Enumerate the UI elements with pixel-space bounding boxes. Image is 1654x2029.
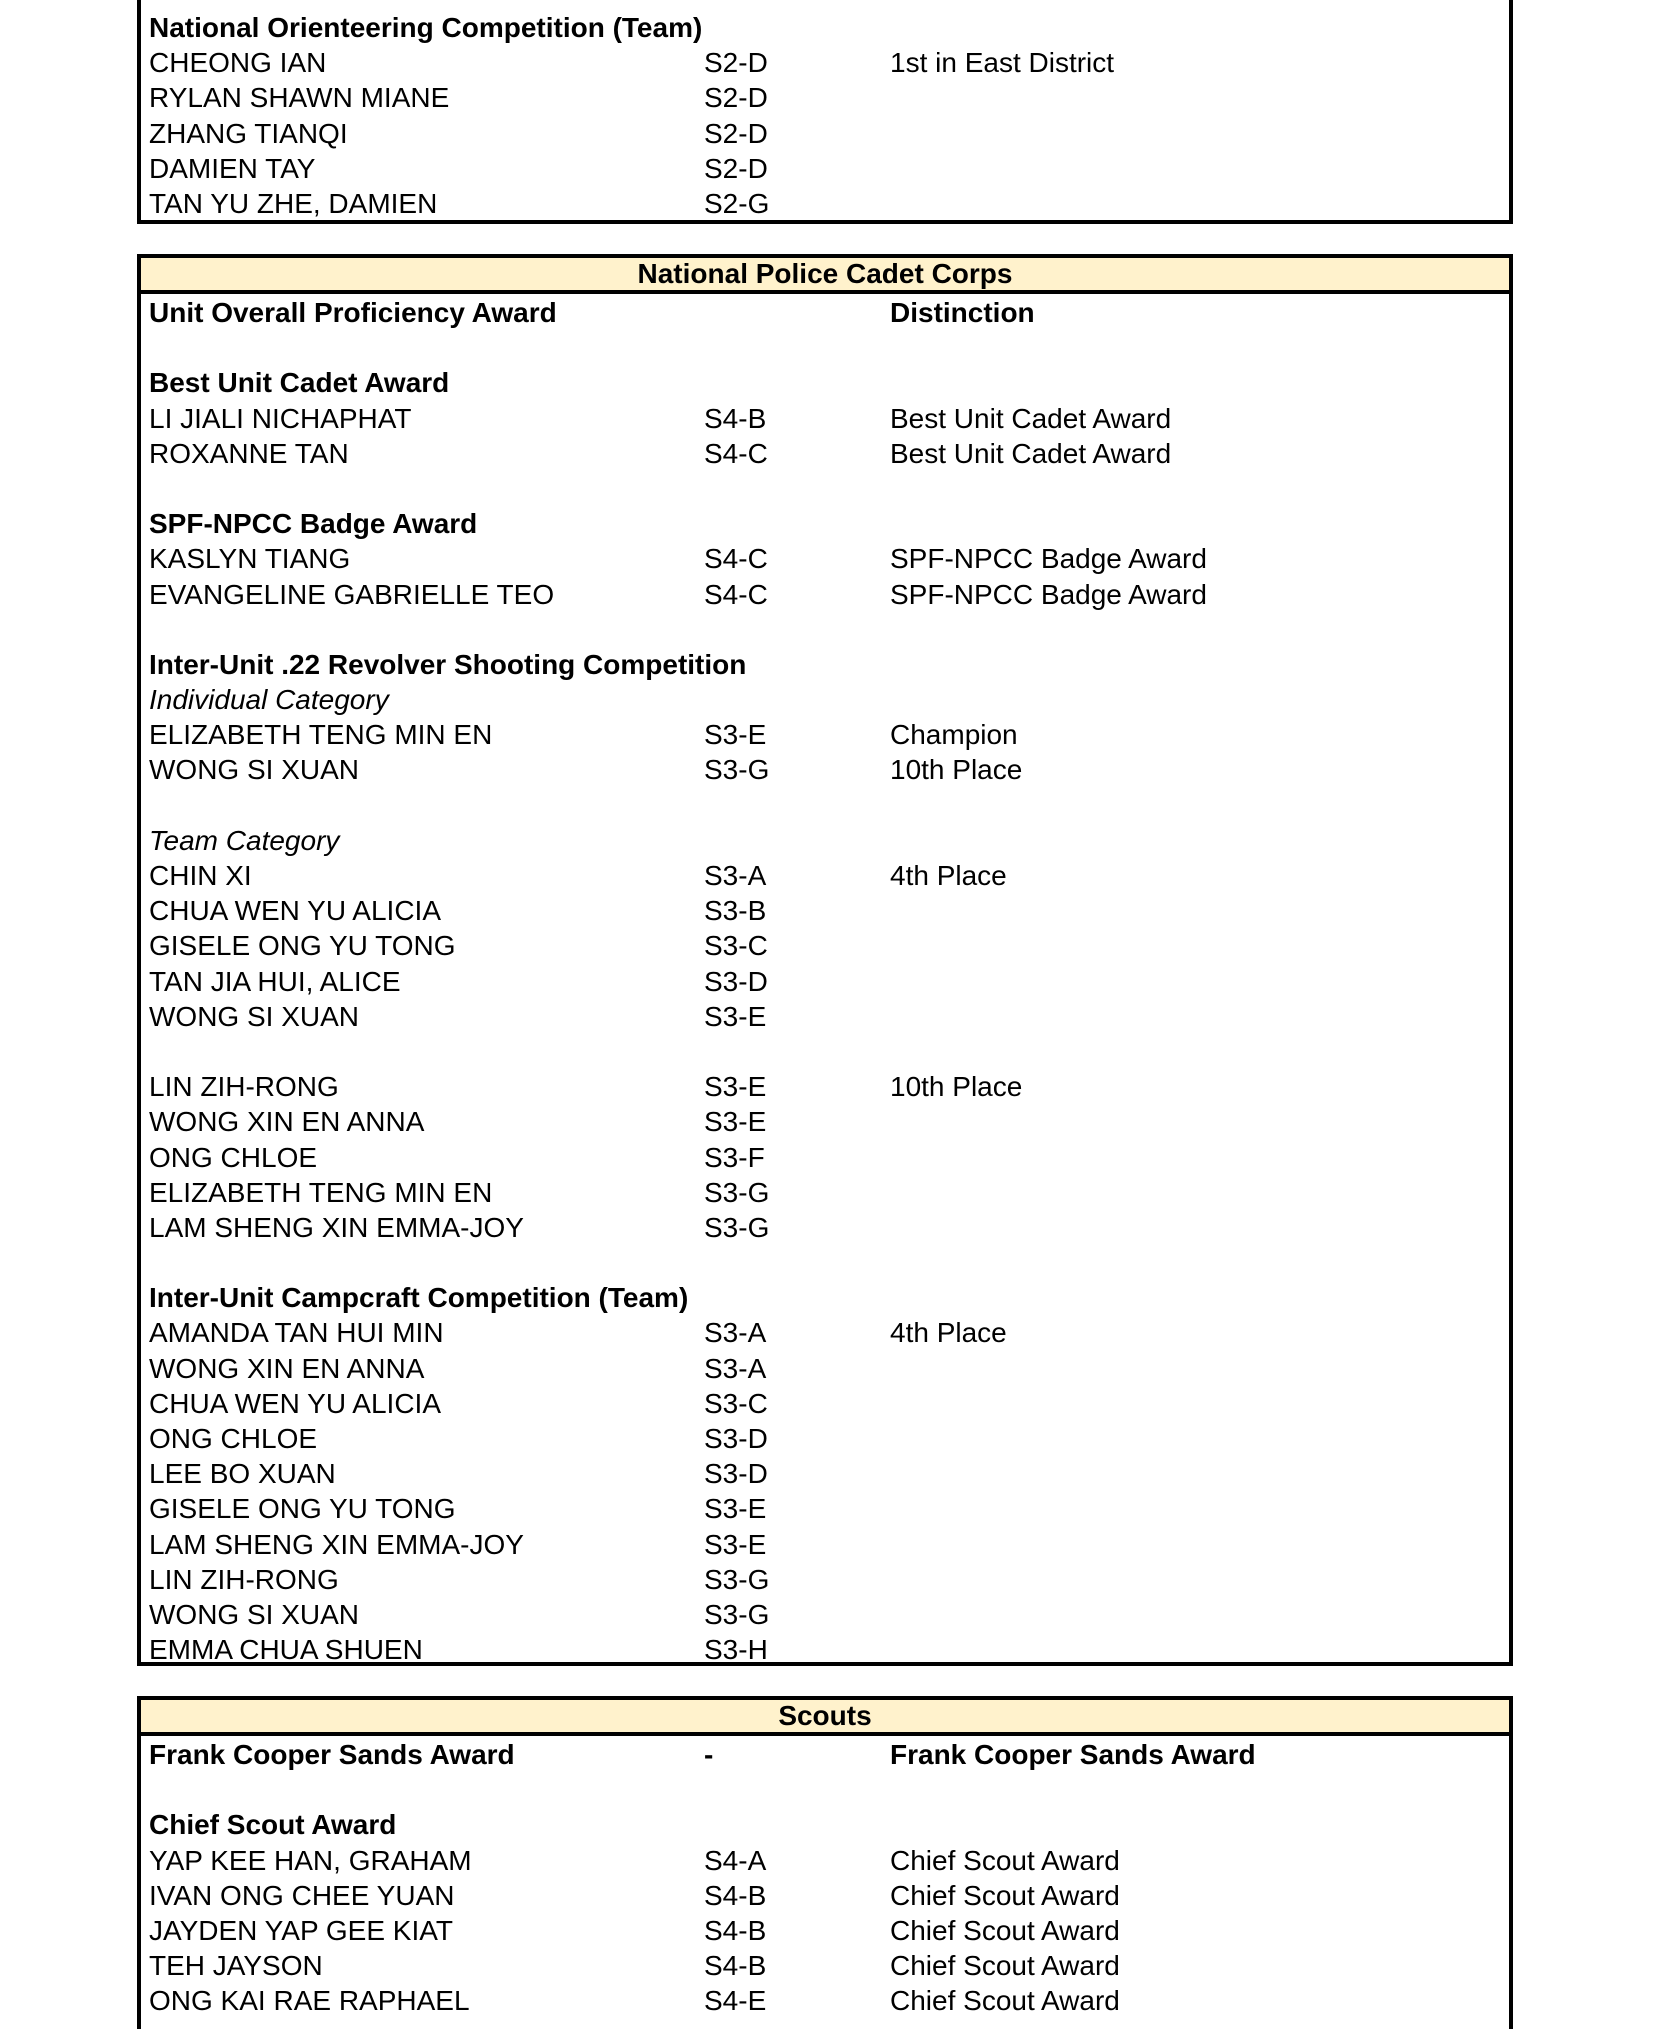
class-code: S3-F — [704, 1141, 765, 1173]
award-row — [149, 928, 1509, 963]
award-row — [149, 752, 1509, 787]
award-row — [149, 1948, 1509, 1983]
class-code: S2-D — [704, 82, 768, 114]
npcc-header: National Police Cadet Corps — [141, 258, 1509, 294]
student-name: CHUA WEN YU ALICIA — [149, 895, 442, 927]
award-row — [149, 1210, 1509, 1245]
award-row — [149, 1843, 1509, 1878]
award-row — [149, 1632, 1509, 1667]
award-result: Chief Scout Award — [890, 1879, 1120, 1911]
class-code: S4-E — [704, 1985, 767, 2017]
class-code: S2-D — [704, 152, 768, 184]
class-code: S3-E — [704, 719, 767, 751]
award-row — [149, 116, 1509, 151]
student-name: EMMA CHUA SHUEN — [149, 1634, 423, 1666]
student-name: CHEONG IAN — [149, 47, 327, 79]
award-heading-row — [149, 1807, 1509, 1842]
student-name: Team Category — [149, 824, 340, 856]
student-name: YAP KEE HAN, GRAHAM — [149, 1844, 472, 1876]
award-row — [149, 1913, 1509, 1948]
spacer-row — [149, 612, 1509, 647]
student-name: RYLAN SHAWN MIANE — [149, 82, 450, 114]
award-row — [149, 717, 1509, 752]
award-row — [149, 577, 1509, 612]
student-name: WONG XIN EN ANNA — [149, 1352, 425, 1384]
award-row — [149, 80, 1509, 115]
class-code: S3-G — [704, 754, 770, 786]
award-row — [149, 893, 1509, 928]
student-name: GISELE ONG YU TONG — [149, 930, 456, 962]
award-row — [149, 1983, 1509, 2018]
award-row — [149, 1386, 1509, 1421]
award-row — [149, 1175, 1509, 1210]
award-row — [149, 45, 1509, 80]
award-result: 10th Place — [890, 754, 1023, 786]
award-result: Frank Cooper Sands Award — [890, 1739, 1256, 1770]
award-result: Chief Scout Award — [890, 1950, 1120, 1982]
class-code: S4-A — [704, 1844, 767, 1876]
class-code: S2-D — [704, 47, 768, 79]
award-heading-row — [149, 647, 1509, 682]
student-name: LAM SHENG XIN EMMA-JOY — [149, 1211, 524, 1243]
student-name: CHIN XI — [149, 860, 252, 891]
student-name: Chief Scout Award — [149, 1809, 397, 1841]
award-result: Distinction — [890, 297, 1035, 328]
spacer-row — [149, 1034, 1509, 1069]
award-heading-row — [149, 823, 1509, 858]
award-result: Chief Scout Award — [890, 1844, 1120, 1876]
student-name: Unit Overall Proficiency Award — [149, 297, 557, 328]
spacer-row — [149, 471, 1509, 506]
class-code: S3-C — [704, 1387, 768, 1419]
orienteering-section — [137, 0, 1513, 224]
student-name: CHUA WEN YU ALICIA — [149, 1387, 442, 1419]
award-result: 4th Place — [890, 860, 1007, 891]
class-code: S4-B — [704, 402, 767, 434]
student-name: ONG KAI RAE RAPHAEL — [149, 1985, 470, 2017]
class-code: S2-G — [704, 187, 770, 219]
award-row — [149, 1491, 1509, 1526]
class-code: S3-B — [704, 895, 767, 927]
scouts-section — [137, 1696, 1513, 2029]
award-row — [149, 1878, 1509, 1913]
award-row — [149, 541, 1509, 576]
student-name: TAN YU ZHE, DAMIEN — [149, 187, 438, 219]
class-code: S3-A — [704, 1352, 767, 1384]
student-name: ZHANG TIANQI — [149, 117, 348, 149]
award-row — [149, 1069, 1509, 1104]
award-row — [149, 295, 1509, 330]
award-result: Best Unit Cadet Award — [890, 437, 1172, 469]
award-row — [149, 1562, 1509, 1597]
award-result: Chief Scout Award — [890, 1985, 1120, 2017]
student-name: WONG SI XUAN — [149, 1598, 360, 1630]
class-code: S3-H — [704, 1634, 768, 1666]
award-heading-row — [149, 365, 1509, 400]
student-name: ELIZABETH TENG MIN EN — [149, 1176, 493, 1208]
class-code: S3-C — [704, 930, 768, 962]
student-name: LIN ZIH-RONG — [149, 1563, 339, 1595]
student-name: IVAN ONG CHEE YUAN — [149, 1879, 455, 1911]
award-row — [149, 1351, 1509, 1386]
award-row — [149, 1140, 1509, 1175]
spacer-row — [149, 330, 1509, 365]
student-name: AMANDA TAN HUI MIN — [149, 1317, 444, 1349]
award-result: 10th Place — [890, 1071, 1023, 1103]
award-row — [149, 436, 1509, 471]
student-name: EVANGELINE GABRIELLE TEO — [149, 578, 555, 610]
student-name: WONG SI XUAN — [149, 1000, 360, 1032]
student-name: GISELE ONG YU TONG — [149, 1493, 456, 1525]
award-heading-row — [149, 1280, 1509, 1315]
student-name: Frank Cooper Sands Award — [149, 1739, 515, 1770]
class-code: S4-B — [704, 1879, 767, 1911]
student-name: TEH JAYSON — [149, 1950, 323, 1982]
award-row — [149, 1597, 1509, 1632]
student-name: ONG CHLOE — [149, 1141, 318, 1173]
student-name: LI JIALI NICHAPHAT — [149, 402, 412, 434]
award-row — [149, 1315, 1509, 1350]
award-result: SPF-NPCC Badge Award — [890, 543, 1207, 575]
class-code: S3-A — [704, 1317, 767, 1349]
class-code: S4-B — [704, 1950, 767, 1982]
class-code: S3-D — [704, 965, 768, 997]
class-code: S4-C — [704, 437, 768, 469]
class-code: S3-D — [704, 1423, 768, 1454]
student-name: LAM SHENG XIN EMMA-JOY — [149, 1528, 524, 1560]
class-code: S3-A — [704, 860, 767, 891]
spacer-row — [149, 788, 1509, 823]
npcc-section — [137, 254, 1513, 1666]
award-result: Champion — [890, 719, 1018, 751]
class-code: S2-D — [704, 117, 768, 149]
student-name: WONG XIN EN ANNA — [149, 1106, 425, 1138]
student-name: SPF-NPCC Badge Award — [149, 508, 478, 540]
award-row — [149, 1104, 1509, 1139]
award-result: SPF-NPCC Badge Award — [890, 578, 1207, 610]
student-name: KASLYN TIANG — [149, 543, 351, 575]
class-code: S3-E — [704, 1493, 767, 1525]
class-code: S3-E — [704, 1528, 767, 1560]
award-row — [149, 1527, 1509, 1562]
student-name: LIN ZIH-RONG — [149, 1071, 339, 1103]
class-code: S3-D — [704, 1458, 768, 1490]
award-row — [149, 401, 1509, 436]
section-title — [149, 10, 1509, 45]
class-code: S3-G — [704, 1563, 770, 1595]
orienteering-body — [141, 0, 1509, 221]
award-result: 4th Place — [890, 1317, 1007, 1349]
award-heading-row — [149, 682, 1509, 717]
award-row — [149, 858, 1509, 893]
award-row — [149, 186, 1509, 221]
class-code: S4-C — [704, 543, 768, 575]
student-name: TAN JIA HUI, ALICE — [149, 965, 401, 997]
class-code: S3-G — [704, 1598, 770, 1630]
scouts-header: Scouts — [141, 1700, 1509, 1736]
class-code: S3-G — [704, 1176, 770, 1208]
student-name: Best Unit Cadet Award — [149, 367, 450, 399]
student-name: Inter-Unit Campcraft Competition (Team) — [149, 1282, 689, 1314]
class-code: S3-E — [704, 1000, 767, 1032]
student-name: ONG CHLOE — [149, 1423, 318, 1454]
class-code: S4-B — [704, 1914, 767, 1946]
award-result: Chief Scout Award — [890, 1914, 1120, 1946]
award-row — [149, 1737, 1509, 1772]
scouts-body — [141, 1736, 1509, 2019]
student-name: ELIZABETH TENG MIN EN — [149, 719, 493, 751]
award-row — [149, 1421, 1509, 1456]
class-code: S3-G — [704, 1211, 770, 1243]
class-code: - — [704, 1739, 714, 1770]
spacer-row — [149, 1772, 1509, 1807]
student-name: DAMIEN TAY — [149, 152, 316, 184]
student-name: Inter-Unit .22 Revolver Shooting Competition — [149, 648, 747, 680]
spacer-row — [149, 1245, 1509, 1280]
award-result: 1st in East District — [890, 47, 1115, 79]
student-name: Individual Category — [149, 684, 389, 716]
student-name: JAYDEN YAP GEE KIAT — [149, 1914, 453, 1946]
student-name: WONG SI XUAN — [149, 754, 360, 786]
award-heading-row — [149, 506, 1509, 541]
student-name: LEE BO XUAN — [149, 1458, 336, 1490]
orienteering-title: National Orienteering Competition (Team) — [149, 12, 703, 43]
award-row — [149, 999, 1509, 1034]
npcc-body — [141, 294, 1509, 1667]
award-result: Best Unit Cadet Award — [890, 402, 1172, 434]
class-code: S3-E — [704, 1106, 767, 1138]
class-code: S4-C — [704, 578, 768, 610]
class-code: S3-E — [704, 1071, 767, 1103]
award-row — [149, 1456, 1509, 1491]
student-name: ROXANNE TAN — [149, 437, 349, 469]
award-row — [149, 151, 1509, 186]
award-row — [149, 964, 1509, 999]
